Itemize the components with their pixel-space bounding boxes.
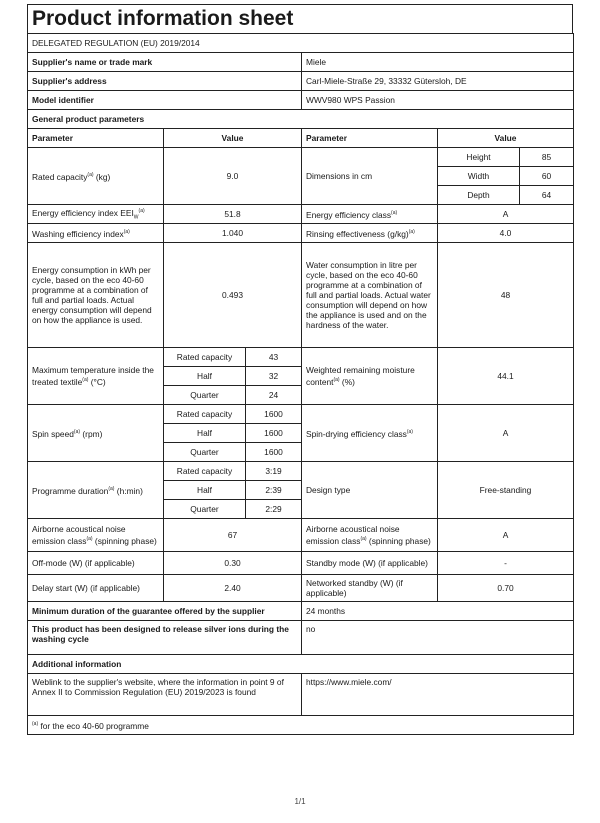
programme-duration-quarter: 2:29 [246, 500, 302, 519]
load-rated-label: Rated capacity [164, 462, 246, 481]
max-temperature-half: 32 [246, 367, 302, 386]
col-header-value-right: Value [438, 129, 574, 148]
max-temperature-quarter: 24 [246, 386, 302, 405]
col-header-parameter-right: Parameter [302, 129, 438, 148]
width-label: Width [438, 167, 520, 186]
programme-duration-half: 2:39 [246, 481, 302, 500]
guarantee-label: Minimum duration of the guarantee offered by the supplier [28, 602, 302, 621]
col-header-value-left: Value [164, 129, 302, 148]
supplier-address-value: Carl-Miele-Straße 29, 33332 Gütersloh, DE [302, 72, 574, 91]
load-rated-label: Rated capacity [164, 405, 246, 424]
load-quarter-label: Quarter [164, 443, 246, 462]
design-type-label: Design type [302, 462, 438, 519]
networked-standby-value: 0.70 [438, 575, 574, 602]
spin-class-value: A [438, 405, 574, 462]
model-identifier-value: WWV980 WPS Passion [302, 91, 574, 110]
load-quarter-label: Quarter [164, 500, 246, 519]
standby-value: - [438, 552, 574, 575]
programme-duration-label: Programme duration$^{(a)}$ (h:min) [28, 462, 164, 519]
dimensions-label: Dimensions in cm [302, 148, 438, 205]
energy-class-value: A [438, 205, 574, 224]
weblink-value[interactable]: https://www.miele.com/ [302, 674, 574, 716]
height-value: 85 [520, 148, 574, 167]
off-mode-value: 0.30 [164, 552, 302, 575]
rinsing-label: Rinsing effectiveness $(g/kg)^{(a)}$ [302, 224, 438, 243]
spin-class-label: Spin-drying efficiency class$^{(a)}$ [302, 405, 438, 462]
water-consumption-label: Water consumption in litre per cycle, based on the eco 40-60 programme at a combination of full and partial loads. Actual water consumption will depend on how the appliance is used and on the hardness of the water. [302, 243, 438, 348]
info-table [27, 33, 574, 735]
height-label: Height [438, 148, 520, 167]
noise-class-value: A [438, 519, 574, 552]
off-mode-label: Off-mode (W) (if applicable) [28, 552, 164, 575]
load-half-label: Half [164, 424, 246, 443]
general-parameters-heading: General product parameters [28, 110, 574, 129]
max-temperature-label: Maximum temperature inside the treated textile$^{(a)}$ (°C) [28, 348, 164, 405]
eei-value: 51.8 [164, 205, 302, 224]
noise-emission-value: 67 [164, 519, 302, 552]
energy-class-label: Energy efficiency class$^{(a)}$ [302, 205, 438, 224]
footnote: $^{(a)}$ for the eco 40-60 programme [28, 716, 574, 735]
page-number: 1/1 [294, 797, 306, 806]
delay-start-value: 2.40 [164, 575, 302, 602]
networked-standby-label: Networked standby (W) (if applicable) [302, 575, 438, 602]
moisture-value: 44.1 [438, 348, 574, 405]
energy-consumption-label: Energy consumption in kWh per cycle, based on the eco 40-60 programme at a combination of full and partial loads. Actual energy consumption will depend on how the appliance is used. [28, 243, 164, 348]
spin-speed-rated: 1600 [246, 405, 302, 424]
depth-label: Depth [438, 186, 520, 205]
supplier-name-value: Miele [302, 53, 574, 72]
design-type-value: Free-standing [438, 462, 574, 519]
noise-emission-label: Airborne acoustical noise emission class$^{(a)}$ (spinning phase) [28, 519, 164, 552]
guarantee-value: 24 months [302, 602, 574, 621]
rated-capacity-label: Rated capacity$^{(a)}$ (kg) [28, 148, 164, 205]
model-identifier-label: Model identifier [28, 91, 302, 110]
load-quarter-label: Quarter [164, 386, 246, 405]
rated-capacity-value: 9.0 [164, 148, 302, 205]
spin-speed-half: 1600 [246, 424, 302, 443]
product-information-sheet [27, 4, 573, 735]
delay-start-label: Delay start (W) (if applicable) [28, 575, 164, 602]
page-title: Product information sheet [27, 4, 573, 33]
silver-ions-label: This product has been designed to release silver ions during the washing cycle [28, 621, 302, 655]
moisture-label: Weighted remaining moisture content$^{(a)}$ (%) [302, 348, 438, 405]
supplier-address-label: Supplier's address [28, 72, 302, 91]
energy-consumption-value: 0.493 [164, 243, 302, 348]
washing-efficiency-label: Washing efficiency index$^{(a)}$ [28, 224, 164, 243]
weblink-label: Weblink to the supplier's website, where the information in point 9 of Annex II to Commission Regulation (EU) 2019/2023 is found [28, 674, 302, 716]
regulation: DELEGATED REGULATION (EU) 2019/2014 [28, 34, 574, 53]
eei-label: Energy efficiency index $EEI_W^{(a)}$ [28, 205, 164, 224]
load-half-label: Half [164, 481, 246, 500]
rinsing-value: 4.0 [438, 224, 574, 243]
load-rated-label: Rated capacity [164, 348, 246, 367]
spin-speed-quarter: 1600 [246, 443, 302, 462]
standby-label: Standby mode (W) (if applicable) [302, 552, 438, 575]
noise-class-label: Airborne acoustical noise emission class$^{(a)}$ (spinning phase) [302, 519, 438, 552]
water-consumption-value: 48 [438, 243, 574, 348]
supplier-name-label: Supplier's name or trade mark [28, 53, 302, 72]
col-header-parameter-left: Parameter [28, 129, 164, 148]
spin-speed-label: Spin speed$^{(a)}$ (rpm) [28, 405, 164, 462]
programme-duration-rated: 3:19 [246, 462, 302, 481]
additional-information-heading: Additional information [28, 655, 574, 674]
silver-ions-value: no [302, 621, 574, 655]
washing-efficiency-value: 1.040 [164, 224, 302, 243]
depth-value: 64 [520, 186, 574, 205]
max-temperature-rated: 43 [246, 348, 302, 367]
load-half-label: Half [164, 367, 246, 386]
width-value: 60 [520, 167, 574, 186]
